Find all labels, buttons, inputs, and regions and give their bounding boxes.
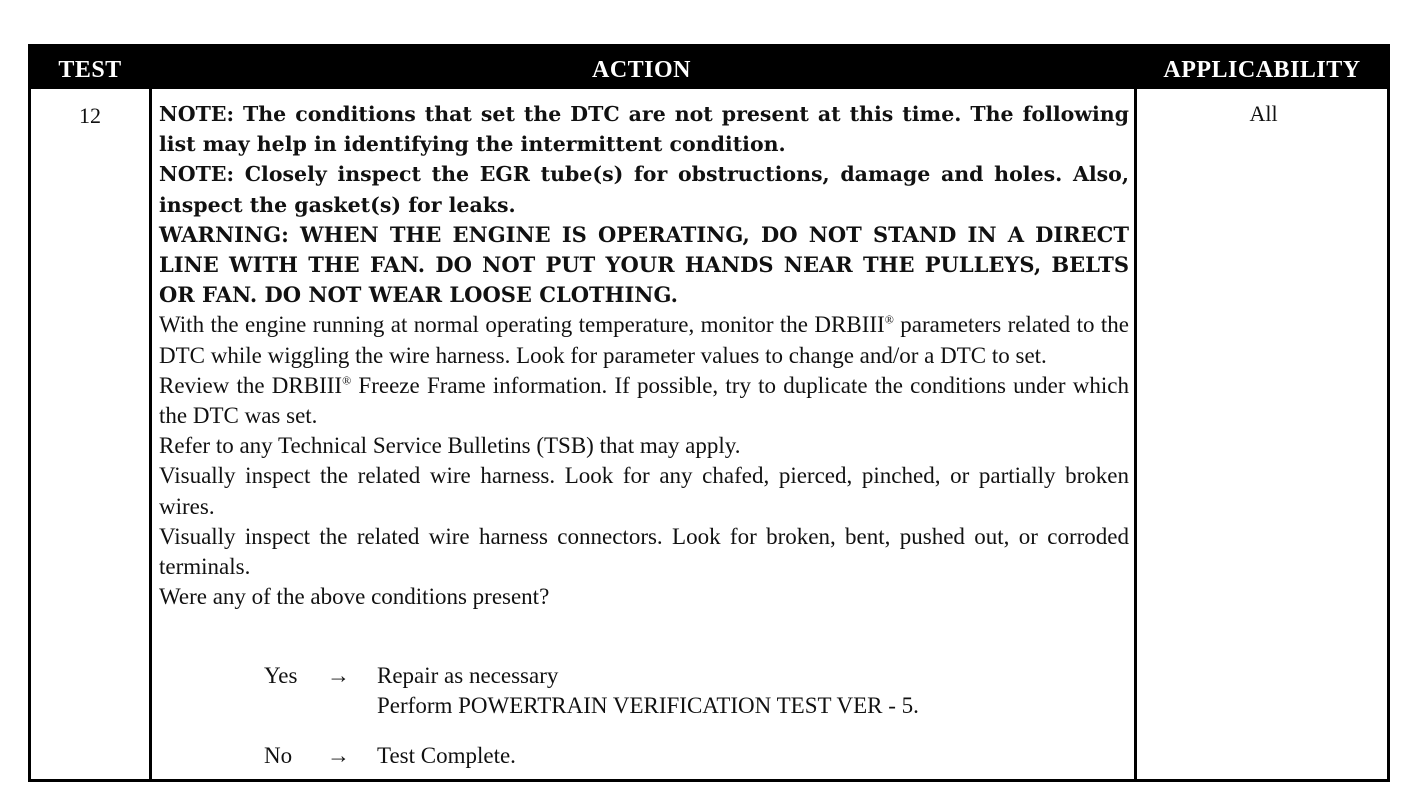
applicability-value: All — [1249, 101, 1278, 126]
review-text-a: Review the DRBIII — [159, 372, 343, 398]
review-text-b: Freeze Frame information. If possible, try to duplicate the conditions under which the DTC was set. — [159, 372, 1129, 429]
no-label: No — [264, 743, 293, 768]
column-divider — [1134, 47, 1137, 779]
warning-fan: WARNING: WHEN THE ENGINE IS OPERATING, DO NOT STAND IN A DIRECT LINE WITH THE FAN. DO NOT PUT YOUR HANDS NEAR THE PULLEYS, BELTS OR FAN. DO NOT WEAR LOOSE CLOTHING. — [159, 221, 1129, 308]
note-intermittent: NOTE: The conditions that set the DTC are not present at this time. The following list may help in identifying the intermittent condition. — [159, 102, 1129, 157]
instruction-question: Were any of the above conditions present? — [159, 584, 550, 610]
yes-label: Yes — [264, 663, 298, 688]
action-cell — [159, 99, 1129, 612]
instruction-monitor — [159, 310, 1129, 370]
test-number: 12 — [79, 103, 101, 128]
arrow-icon: → — [327, 663, 350, 688]
registered-mark: ® — [884, 312, 894, 327]
instruction-harness: Visually inspect the related wire harness. Look for any chafed, pierced, pinched, or partially broken wires. — [159, 463, 1129, 519]
yes-action-2: Perform POWERTRAIN VERIFICATION TEST VER - 5. — [377, 693, 919, 718]
column-divider — [149, 47, 152, 779]
monitor-text-a: With the engine running at normal operating temperature, monitor the DRBIII — [159, 312, 885, 338]
no-action-1: Test Complete. — [377, 743, 516, 768]
monitor-text-b: parameters related to the DTC while wiggling the wire harness. Look for parameter values to change and/or a DTC to set. — [159, 312, 1130, 368]
arrow-icon: → — [327, 743, 350, 768]
header-action: ACTION — [591, 57, 691, 83]
registered-mark: ® — [342, 373, 352, 388]
instruction-connectors: Visually inspect the related wire harness connectors. Look for broken, bent, pushed out, or corroded terminals. — [159, 523, 1129, 580]
note-egr-tube: NOTE: Closely inspect the EGR tube(s) for obstructions, damage and holes. Also, inspect the gasket(s) for leaks. — [159, 162, 1129, 217]
header-test: TEST — [58, 57, 122, 83]
instruction-tsb: Refer to any Technical Service Bulletins (TSB) that may apply. — [159, 433, 741, 459]
table-header — [31, 47, 1387, 89]
diagnostic-test-table — [28, 44, 1390, 782]
instruction-review — [159, 371, 1129, 431]
header-applicability: APPLICABILITY — [1163, 57, 1361, 83]
yes-action-1: Repair as necessary — [377, 663, 559, 688]
